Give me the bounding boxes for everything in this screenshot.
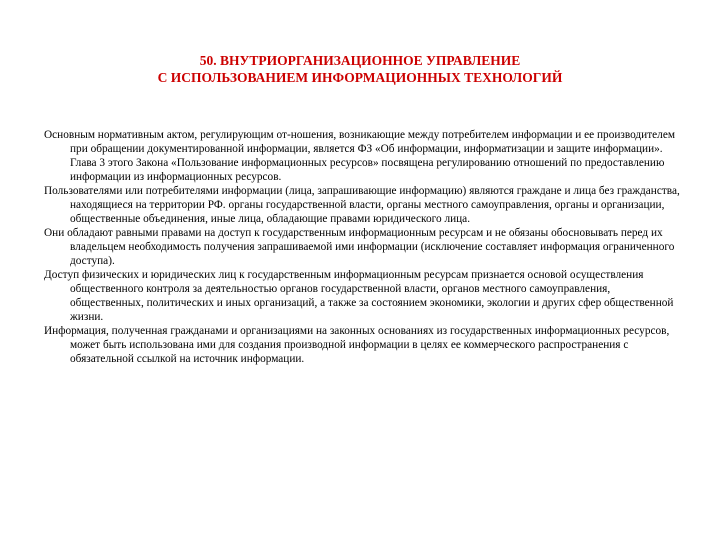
paragraph-4: Доступ физических и юридических лиц к государственным информационным ресурсам признается основой осуществления общественного контроля за деятельностью органов государственной власти, органов местного самоуправления, общественных, политических и иных организаций, а также за состоянием экономики, экологии и других сфер общественной жизни. (44, 269, 674, 323)
title-line-1: 50. ВНУТРИОРГАНИЗАЦИОННОЕ УПРАВЛЕНИЕ (199, 53, 521, 68)
paragraph-3: Они обладают равными правами на доступ к государственным информационным ресурсам и не обязаны обосновывать перед их владельцем необходимость получения запрашиваемой ими информации (исключение составляет информация ограниченного доступа). (44, 227, 675, 267)
paragraph-1: Основным нормативным актом, регулирующим от-ношения, возникающие между потребителем информации и ее производителем при обращении документированной информации, является ФЗ «Об информации, информатизации и защите информации». Глава 3 этого Закона «Пользование информационных ресурсов» посвящена регулированию отношений по предоставлению информации из информационных ресурсов. (44, 129, 675, 183)
page-title (80, 52, 640, 86)
paragraph-5: Информация, полученная гражданами и организациями на законных основаниях из государственных информационных ресурсов, может быть использована ими для создания производной информации в целях ее коммерческого распространения с обязательной ссылкой на источник информации. (44, 325, 670, 365)
title-line-2: С ИСПОЛЬЗОВАНИЕМ ИНФОРМАЦИОННЫХ ТЕХНОЛОГИЙ (157, 70, 563, 85)
body-text (44, 128, 684, 366)
paragraph-2: Пользователями или потребителями информации (лица, запрашивающие информацию) являются граждане и лица без гражданства, находящиеся на территории РФ. органы государственной власти, органы местного самоуправления, органы и организации, общественные объединения, иные лица, обладающие правами юридического лица. (44, 185, 680, 225)
